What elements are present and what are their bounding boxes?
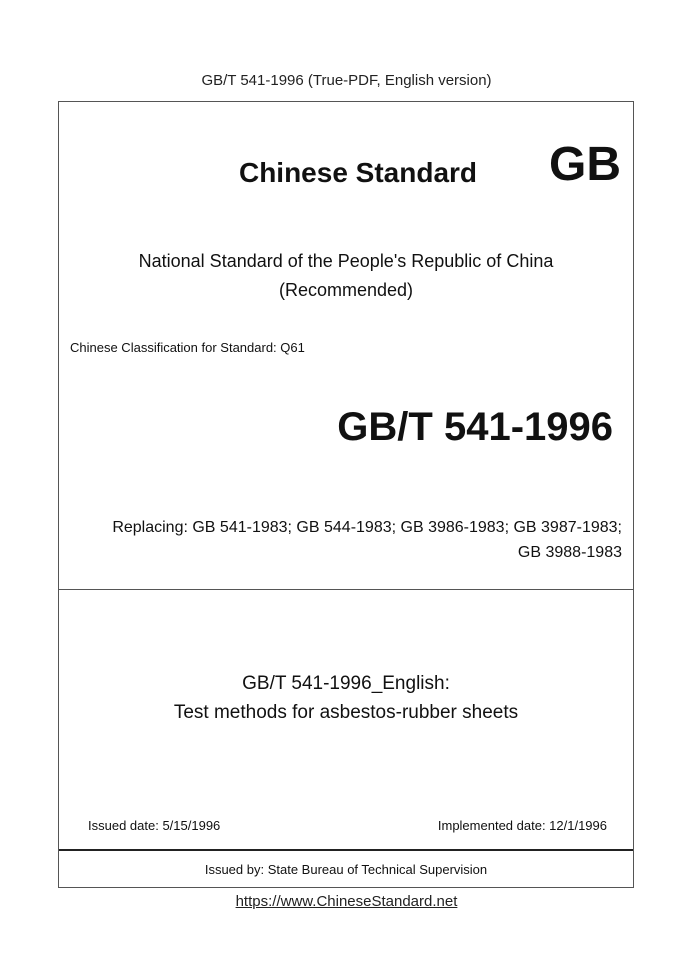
- document-title: [59, 669, 633, 727]
- cover-frame: [58, 101, 634, 888]
- page-header: GB/T 541-1996 (True-PDF, English version): [201, 72, 492, 89]
- classification-text: Chinese Classification for Standard: Q61: [70, 340, 305, 355]
- issued-by-text: Issued by: State Bureau of Technical Supervision: [204, 862, 488, 877]
- recommended-line: (Recommended): [278, 280, 414, 300]
- replacing-block: [112, 515, 622, 565]
- issued-by-strip: [59, 849, 633, 888]
- document-title-line-2: Test methods for asbestos-rubber sheets: [173, 702, 519, 723]
- national-standard-line: National Standard of the People's Republic of China: [138, 251, 554, 271]
- section-divider: [59, 589, 633, 590]
- implemented-date: Implemented date: 12/1/1996: [437, 818, 607, 833]
- standard-number: GB/T 541-1996: [337, 405, 613, 449]
- national-standard-block: [59, 247, 633, 305]
- replacing-line-2: GB 3988-1983: [517, 544, 622, 561]
- document-title-line-1: GB/T 541-1996_English:: [242, 673, 450, 694]
- website-link[interactable]: https://www.ChineseStandard.net: [235, 893, 458, 910]
- replacing-line-1: Replacing: GB 541-1983; GB 544-1983; GB 3986-1983; GB 3987-1983;: [112, 519, 622, 536]
- chinese-standard-heading: Chinese Standard: [238, 157, 478, 188]
- issued-date: Issued date: 5/15/1996: [88, 818, 221, 833]
- gb-mark: GB: [549, 138, 621, 191]
